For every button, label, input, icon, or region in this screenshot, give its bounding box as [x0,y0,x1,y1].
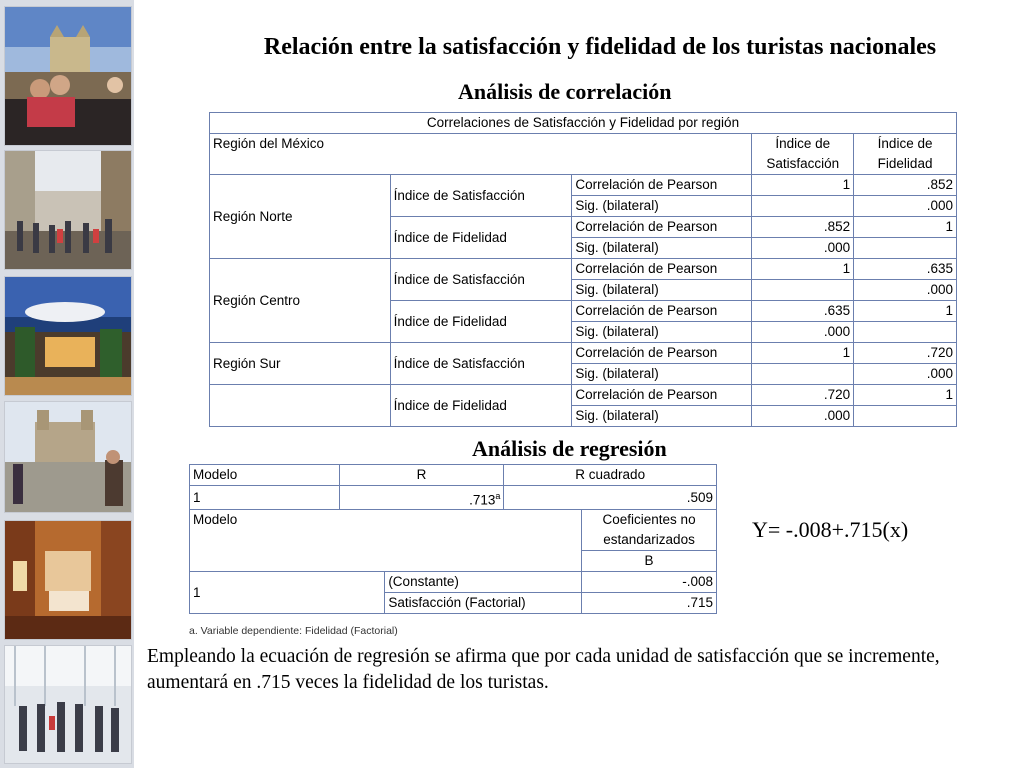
cell-value: .000 [854,196,957,217]
stat-label: Correlación de Pearson [572,217,752,238]
church-tourists-photo [4,401,132,513]
cell-r-squared: .509 [504,486,717,512]
table-row [210,175,957,196]
table-header-row [190,510,717,551]
table-row [190,486,717,512]
cell-value [752,280,854,301]
stat-label: Sig. (bilateral) [572,238,752,259]
cell-value: .000 [752,322,854,343]
region-label: Región Norte [210,175,391,259]
header-region: Región del México [210,134,752,175]
cell-constant-b: -.008 [582,572,717,593]
regression-equation: Y= -.008+.715(x) [752,517,909,542]
cell-constant-label: (Constante) [385,572,582,593]
correlation-table [209,112,957,427]
cell-value: .000 [752,406,854,427]
hotel-room-photo [4,520,132,640]
model-summary-table [189,464,717,512]
cell-value: 1 [752,259,854,280]
table-caption-row [210,113,957,134]
cell-satisfaction-label: Satisfacción (Factorial) [385,593,582,614]
stat-label: Correlación de Pearson [572,259,752,280]
cell-value [752,364,854,385]
header-coefficients: Coeficientes no estandarizados [582,510,717,551]
table-caption: Correlaciones de Satisfacción y Fidelidad por región [210,113,957,134]
header-model: Modelo [190,510,582,572]
cell-value: .720 [854,343,957,364]
coefficients-table [189,509,717,614]
cell-model: 1 [190,572,385,614]
stat-label: Sig. (bilateral) [572,322,752,343]
correlation-heading: Análisis de correlación [458,79,672,104]
footnote: a. Variable dependiente: Fidelidad (Factorial) [189,625,398,637]
region-label: Región Sur [210,343,391,385]
header-satisfaction: Índice de Satisfacción [752,134,854,175]
region-label-empty [210,385,391,427]
street-crowd-photo [4,150,132,270]
index-label: Índice de Fidelidad [390,301,572,343]
cell-value [752,196,854,217]
table-header-row [210,134,957,175]
stat-label: Sig. (bilateral) [572,196,752,217]
oaxaca-cathedral-tourists-photo [4,6,132,146]
header-b: B [582,551,717,572]
header-model: Modelo [190,465,340,486]
airport-travelers-photo [4,645,132,764]
cell-value: 1 [854,217,957,238]
table-row [210,343,957,364]
cell-value: 1 [854,301,957,322]
header-fidelity: Índice de Fidelidad [854,134,957,175]
conclusion-paragraph: Empleando la ecuación de regresión se afirma que por cada unidad de satisfacción que se incremente, aumentará en .715 veces la fidelidad de los turistas. [147,646,940,693]
stat-label: Sig. (bilateral) [572,280,752,301]
cell-value [854,406,957,427]
cell-r: .713$^a$ [339,486,504,512]
table-header-row [190,465,717,486]
cell-value: 1 [752,175,854,196]
stat-label: Correlación de Pearson [572,385,752,406]
page-title: Relación entre la satisfacción y fidelidad de los turistas nacionales [263,34,937,60]
index-label: Índice de Satisfacción [390,343,572,385]
region-label: Región Centro [210,259,391,343]
cell-value: .000 [854,364,957,385]
header-r-squared: R cuadrado [504,465,717,486]
cell-value [854,322,957,343]
index-label: Índice de Satisfacción [390,259,572,301]
table-row [190,572,717,593]
cell-value: .635 [854,259,957,280]
table-row [210,259,957,280]
regression-heading: Análisis de regresión [472,436,667,461]
cell-value: .000 [752,238,854,259]
cell-value [854,238,957,259]
cell-value: .635 [752,301,854,322]
photo-sidebar [0,0,134,768]
evening-plaza-photo [4,276,132,396]
stat-label: Sig. (bilateral) [572,406,752,427]
stat-label: Correlación de Pearson [572,175,752,196]
cell-value: 1 [752,343,854,364]
stat-label: Sig. (bilateral) [572,364,752,385]
cell-model: 1 [190,486,340,512]
cell-value: .852 [752,217,854,238]
cell-satisfaction-b: .715 [582,593,717,614]
cell-value: .852 [854,175,957,196]
stat-label: Correlación de Pearson [572,343,752,364]
cell-value: 1 [854,385,957,406]
table-row [210,385,957,406]
index-label: Índice de Fidelidad [390,385,572,427]
index-label: Índice de Fidelidad [390,217,572,259]
cell-value: .000 [854,280,957,301]
index-label: Índice de Satisfacción [390,175,572,217]
header-r: R [339,465,504,486]
cell-value: .720 [752,385,854,406]
stat-label: Correlación de Pearson [572,301,752,322]
